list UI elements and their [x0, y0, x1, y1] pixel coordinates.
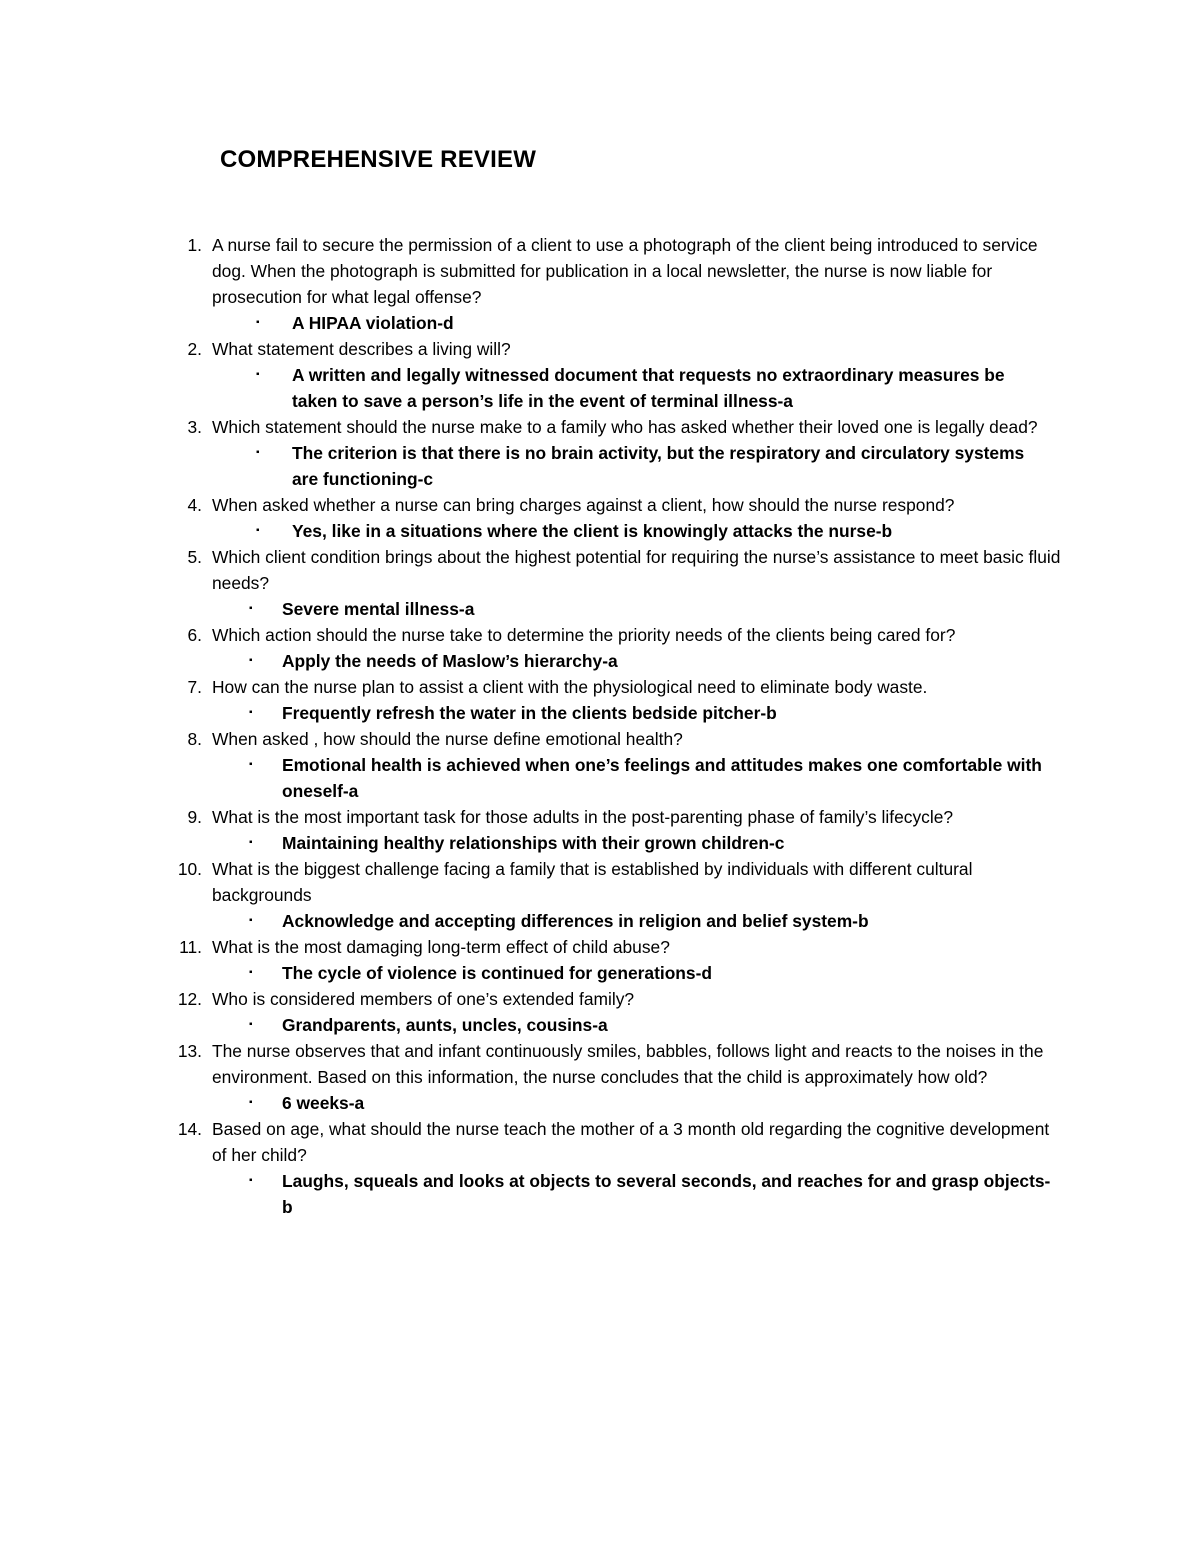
question-number: 11.	[179, 937, 202, 957]
answer-text: The cycle of violence is continued for generations-d	[282, 963, 713, 983]
answer	[0, 518, 1200, 544]
question	[0, 1116, 1200, 1168]
answer-text: Yes, like in a situations where the client is knowingly attacks the nurse-b	[292, 521, 893, 541]
question-number: 8.	[187, 729, 202, 749]
question-number: 1.	[187, 235, 202, 255]
answer-text: The criterion is that there is no brain activity, but the respiratory and circulatory systems are functioning-c	[292, 443, 1025, 489]
question-number: 10.	[177, 859, 202, 879]
question-text: When asked whether a nurse can bring charges against a client, how should the nurse respond?	[212, 495, 955, 515]
answer	[0, 440, 1200, 492]
answer-text: Maintaining healthy relationships with their grown children-c	[282, 833, 785, 853]
answer	[0, 1090, 1200, 1116]
question-number: 13.	[177, 1041, 202, 1061]
square-bullet-icon: ▪	[249, 1175, 253, 1186]
question-item	[0, 414, 1200, 492]
question-item	[0, 622, 1200, 674]
question-number: 4.	[187, 495, 202, 515]
square-bullet-icon: ▪	[249, 1097, 253, 1108]
question-item	[0, 1116, 1200, 1220]
square-bullet-icon: ▪	[249, 603, 253, 614]
square-bullet-icon: ▪	[249, 707, 253, 718]
question	[0, 856, 1200, 908]
question-item	[0, 544, 1200, 622]
question-number: 12.	[177, 989, 202, 1009]
answer-text: A written and legally witnessed document that requests no extraordinary measures be taken to save a person’s life in the event of terminal illness-a	[292, 365, 1005, 411]
question-text: What is the biggest challenge facing a family that is established by individuals with different cultural backgrounds	[212, 859, 973, 905]
answer-text: Emotional health is achieved when one’s feelings and attitudes makes one comfortable with oneself-a	[282, 755, 1042, 801]
question-text: Who is considered members of one’s extended family?	[212, 989, 635, 1009]
question-item	[0, 232, 1200, 336]
answer-text: Laughs, squeals and looks at objects to several seconds, and reaches for and grasp objects-b	[282, 1171, 1051, 1217]
answer	[0, 310, 1200, 336]
answer	[0, 1012, 1200, 1038]
answer	[0, 830, 1200, 856]
question-text: Which action should the nurse take to determine the priority needs of the clients being cared for?	[212, 625, 956, 645]
answer-text: 6 weeks-a	[282, 1093, 365, 1113]
answer-text: Frequently refresh the water in the clients bedside pitcher-b	[282, 703, 777, 723]
square-bullet-icon: ▪	[249, 837, 253, 848]
square-bullet-icon: ▪	[249, 915, 253, 926]
answer	[0, 752, 1200, 804]
answer	[0, 648, 1200, 674]
question	[0, 674, 1200, 700]
question-number: 3.	[187, 417, 202, 437]
answer-text: Apply the needs of Maslow’s hierarchy-a	[282, 651, 618, 671]
question-text: Based on age, what should the nurse teach the mother of a 3 month old regarding the cognitive development of her child?	[212, 1119, 1050, 1165]
question-number: 7.	[187, 677, 202, 697]
answer	[0, 908, 1200, 934]
question	[0, 622, 1200, 648]
question-text: A nurse fail to secure the permission of a client to use a photograph of the client being introduced to service dog. When the photograph is submitted for publication in a local newsletter, the nurse is now liable for prosecution for what legal offense?	[212, 235, 1038, 307]
answer-text: A HIPAA violation-d	[292, 313, 454, 333]
question-number: 9.	[187, 807, 202, 827]
question-text: How can the nurse plan to assist a client with the physiological need to eliminate body waste.	[212, 677, 928, 697]
answer	[0, 1168, 1200, 1220]
question	[0, 1038, 1200, 1090]
question-number: 14.	[177, 1119, 202, 1139]
answer-text: Severe mental illness-a	[282, 599, 475, 619]
square-bullet-icon: ▪	[256, 317, 260, 328]
answer	[0, 700, 1200, 726]
square-bullet-icon: ▪	[256, 525, 260, 536]
question-text: The nurse observes that and infant continuously smiles, babbles, follows light and reacts to the noises in the environment. Based on this information, the nurse concludes that the child is approximately how old?	[212, 1041, 1044, 1087]
question	[0, 232, 1200, 310]
question	[0, 414, 1200, 440]
square-bullet-icon: ▪	[249, 655, 253, 666]
question-item	[0, 674, 1200, 726]
question-item	[0, 986, 1200, 1038]
question	[0, 726, 1200, 752]
question-text: What is the most important task for those adults in the post-parenting phase of family’s lifecycle?	[212, 807, 954, 827]
answer-text: Acknowledge and accepting differences in religion and belief system-b	[282, 911, 869, 931]
question	[0, 934, 1200, 960]
square-bullet-icon: ▪	[249, 759, 253, 770]
square-bullet-icon: ▪	[249, 1019, 253, 1030]
question-item	[0, 726, 1200, 804]
question-item	[0, 1038, 1200, 1116]
question-item	[0, 856, 1200, 934]
question-text: Which client condition brings about the highest potential for requiring the nurse’s assistance to meet basic fluid needs?	[212, 547, 1061, 593]
question-text: When asked , how should the nurse define emotional health?	[212, 729, 683, 749]
question-text: Which statement should the nurse make to a family who has asked whether their loved one is legally dead?	[212, 417, 1038, 437]
answer	[0, 362, 1200, 414]
answer	[0, 596, 1200, 622]
question-text: What is the most damaging long-term effect of child abuse?	[212, 937, 670, 957]
square-bullet-icon: ▪	[256, 447, 260, 458]
question-number: 6.	[187, 625, 202, 645]
question	[0, 544, 1200, 596]
question	[0, 986, 1200, 1012]
question-item	[0, 804, 1200, 856]
answer	[0, 960, 1200, 986]
answer-text: Grandparents, aunts, uncles, cousins-a	[282, 1015, 608, 1035]
question-item	[0, 336, 1200, 414]
question	[0, 804, 1200, 830]
question-item	[0, 492, 1200, 544]
question-number: 2.	[187, 339, 202, 359]
square-bullet-icon: ▪	[256, 369, 260, 380]
question-item	[0, 934, 1200, 986]
question-number: 5.	[187, 547, 202, 567]
question-list	[0, 232, 1200, 1220]
square-bullet-icon: ▪	[249, 967, 253, 978]
question	[0, 336, 1200, 362]
question	[0, 492, 1200, 518]
question-text: What statement describes a living will?	[212, 339, 511, 359]
document-title: COMPREHENSIVE REVIEW	[220, 146, 537, 173]
